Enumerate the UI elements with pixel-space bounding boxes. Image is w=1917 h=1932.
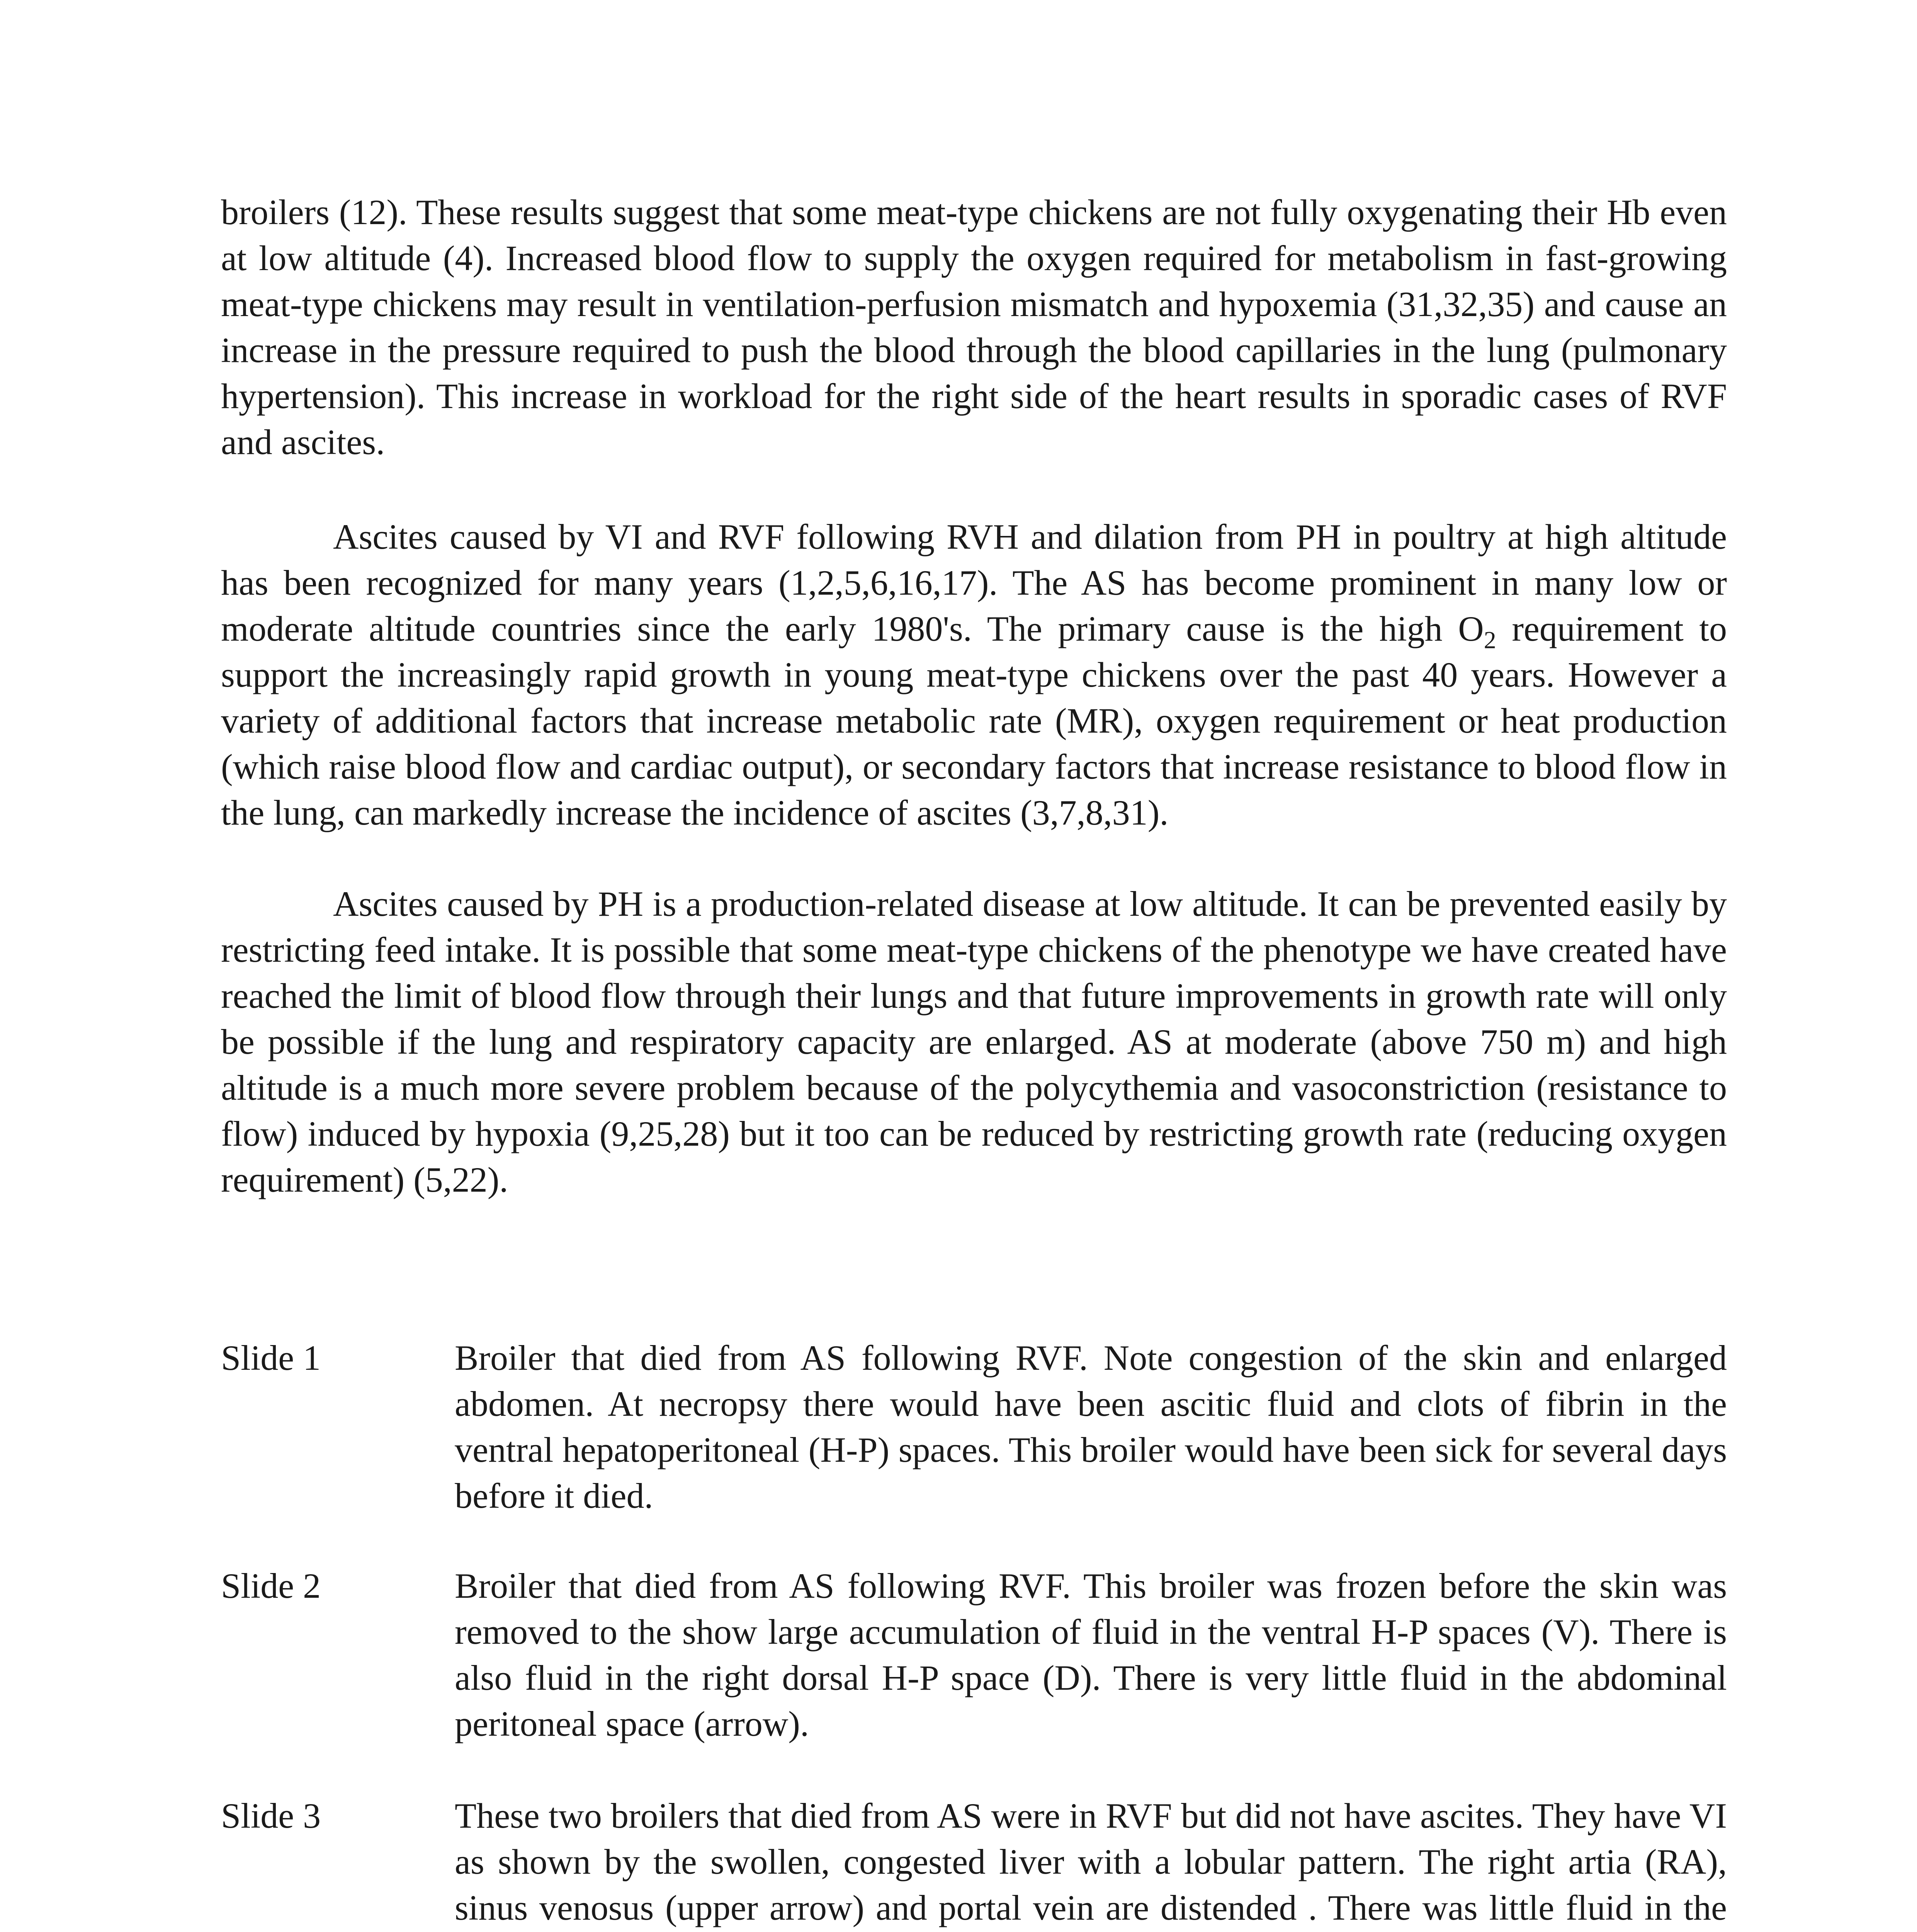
paragraph-3: Ascites caused by PH is a production-related disease at low altitude. It can be prevented easily by restricting feed intake. It is possible that some meat-type chickens of the phenotype we have created have reached the limit of blood flow through their lungs and that future improvements in growth rate will only be possible if the lung and respiratory capacity are enlarged. AS at moderate (above 750 m) and high altitude is a much more severe problem because of the polycythemia and vasoconstriction (resistance to flow) induced by hypoxia (9,25,28) but it too can be reduced by restricting growth rate (reducing oxygen requirement) (5,22). xyxy=(221,884,1727,1199)
slide-description: These two broilers that died from AS were in RVF but did not have ascites. They have VI as shown by the swollen, congested liver with a lobular pattern. The right artia (RA), sinus venosus (upper arrow) and portal vein are distended . There was little fluid in the xyxy=(455,1796,1727,1927)
slide-label: Slide 3 xyxy=(221,1796,321,1835)
slide-description: Broiler that died from AS following RVF. This broiler was frozen before the skin was removed to the show large accumulation of fluid in the ventral H-P spaces (V). There is also fluid in the right dorsal H-P space (D). There is very little fluid in the abdominal peritoneal space (arrow). xyxy=(455,1566,1727,1743)
oxygen-subscript: 2 xyxy=(1484,626,1496,654)
slide-label: Slide 2 xyxy=(221,1566,321,1605)
paragraph-2-part-2: requirement to support the increasingly rapid growth in young meat-type chickens over the past 40 years. However a variety of additional factors that increase metabolic rate (MR), oxygen requirement or heat production (which raise blood flow and cardiac output), or secondary factors that increase resistance to blood flow in the lung, can markedly increase the incidence of ascites (3,7,8,31). xyxy=(221,609,1727,832)
paragraph-2 xyxy=(221,514,1727,836)
paragraph-2-part-1: Ascites caused by VI and RVF following RVH and dilation from PH in poultry at high altitude has been recognized for many years (1,2,5,6,16,17). The AS has become prominent in many low or moderate altitude countries since the early 1980's. The primary cause is the high O xyxy=(221,517,1727,648)
slide-description: Broiler that died from AS following RVF. Note congestion of the skin and enlarged abdomen. At necropsy there would have been ascitic fluid and clots of fibrin in the ventral hepatoperitoneal (H-P) spaces. This broiler would have been sick for several days before it died. xyxy=(455,1338,1727,1515)
slide-label: Slide 1 xyxy=(221,1338,321,1378)
paragraph-1: broilers (12). These results suggest that some meat-type chickens are not fully oxygenating their Hb even at low altitude (4). Increased blood flow to supply the oxygen required for metabolism in fast-growing meat-type chickens may result in ventilation-perfusion mismatch and hypoxemia (31,32,35) and cause an increase in the pressure required to push the blood through the blood capillaries in the lung (pulmonary hypertension). This increase in workload for the right side of the heart results in sporadic cases of RVF and ascites. xyxy=(221,192,1727,462)
